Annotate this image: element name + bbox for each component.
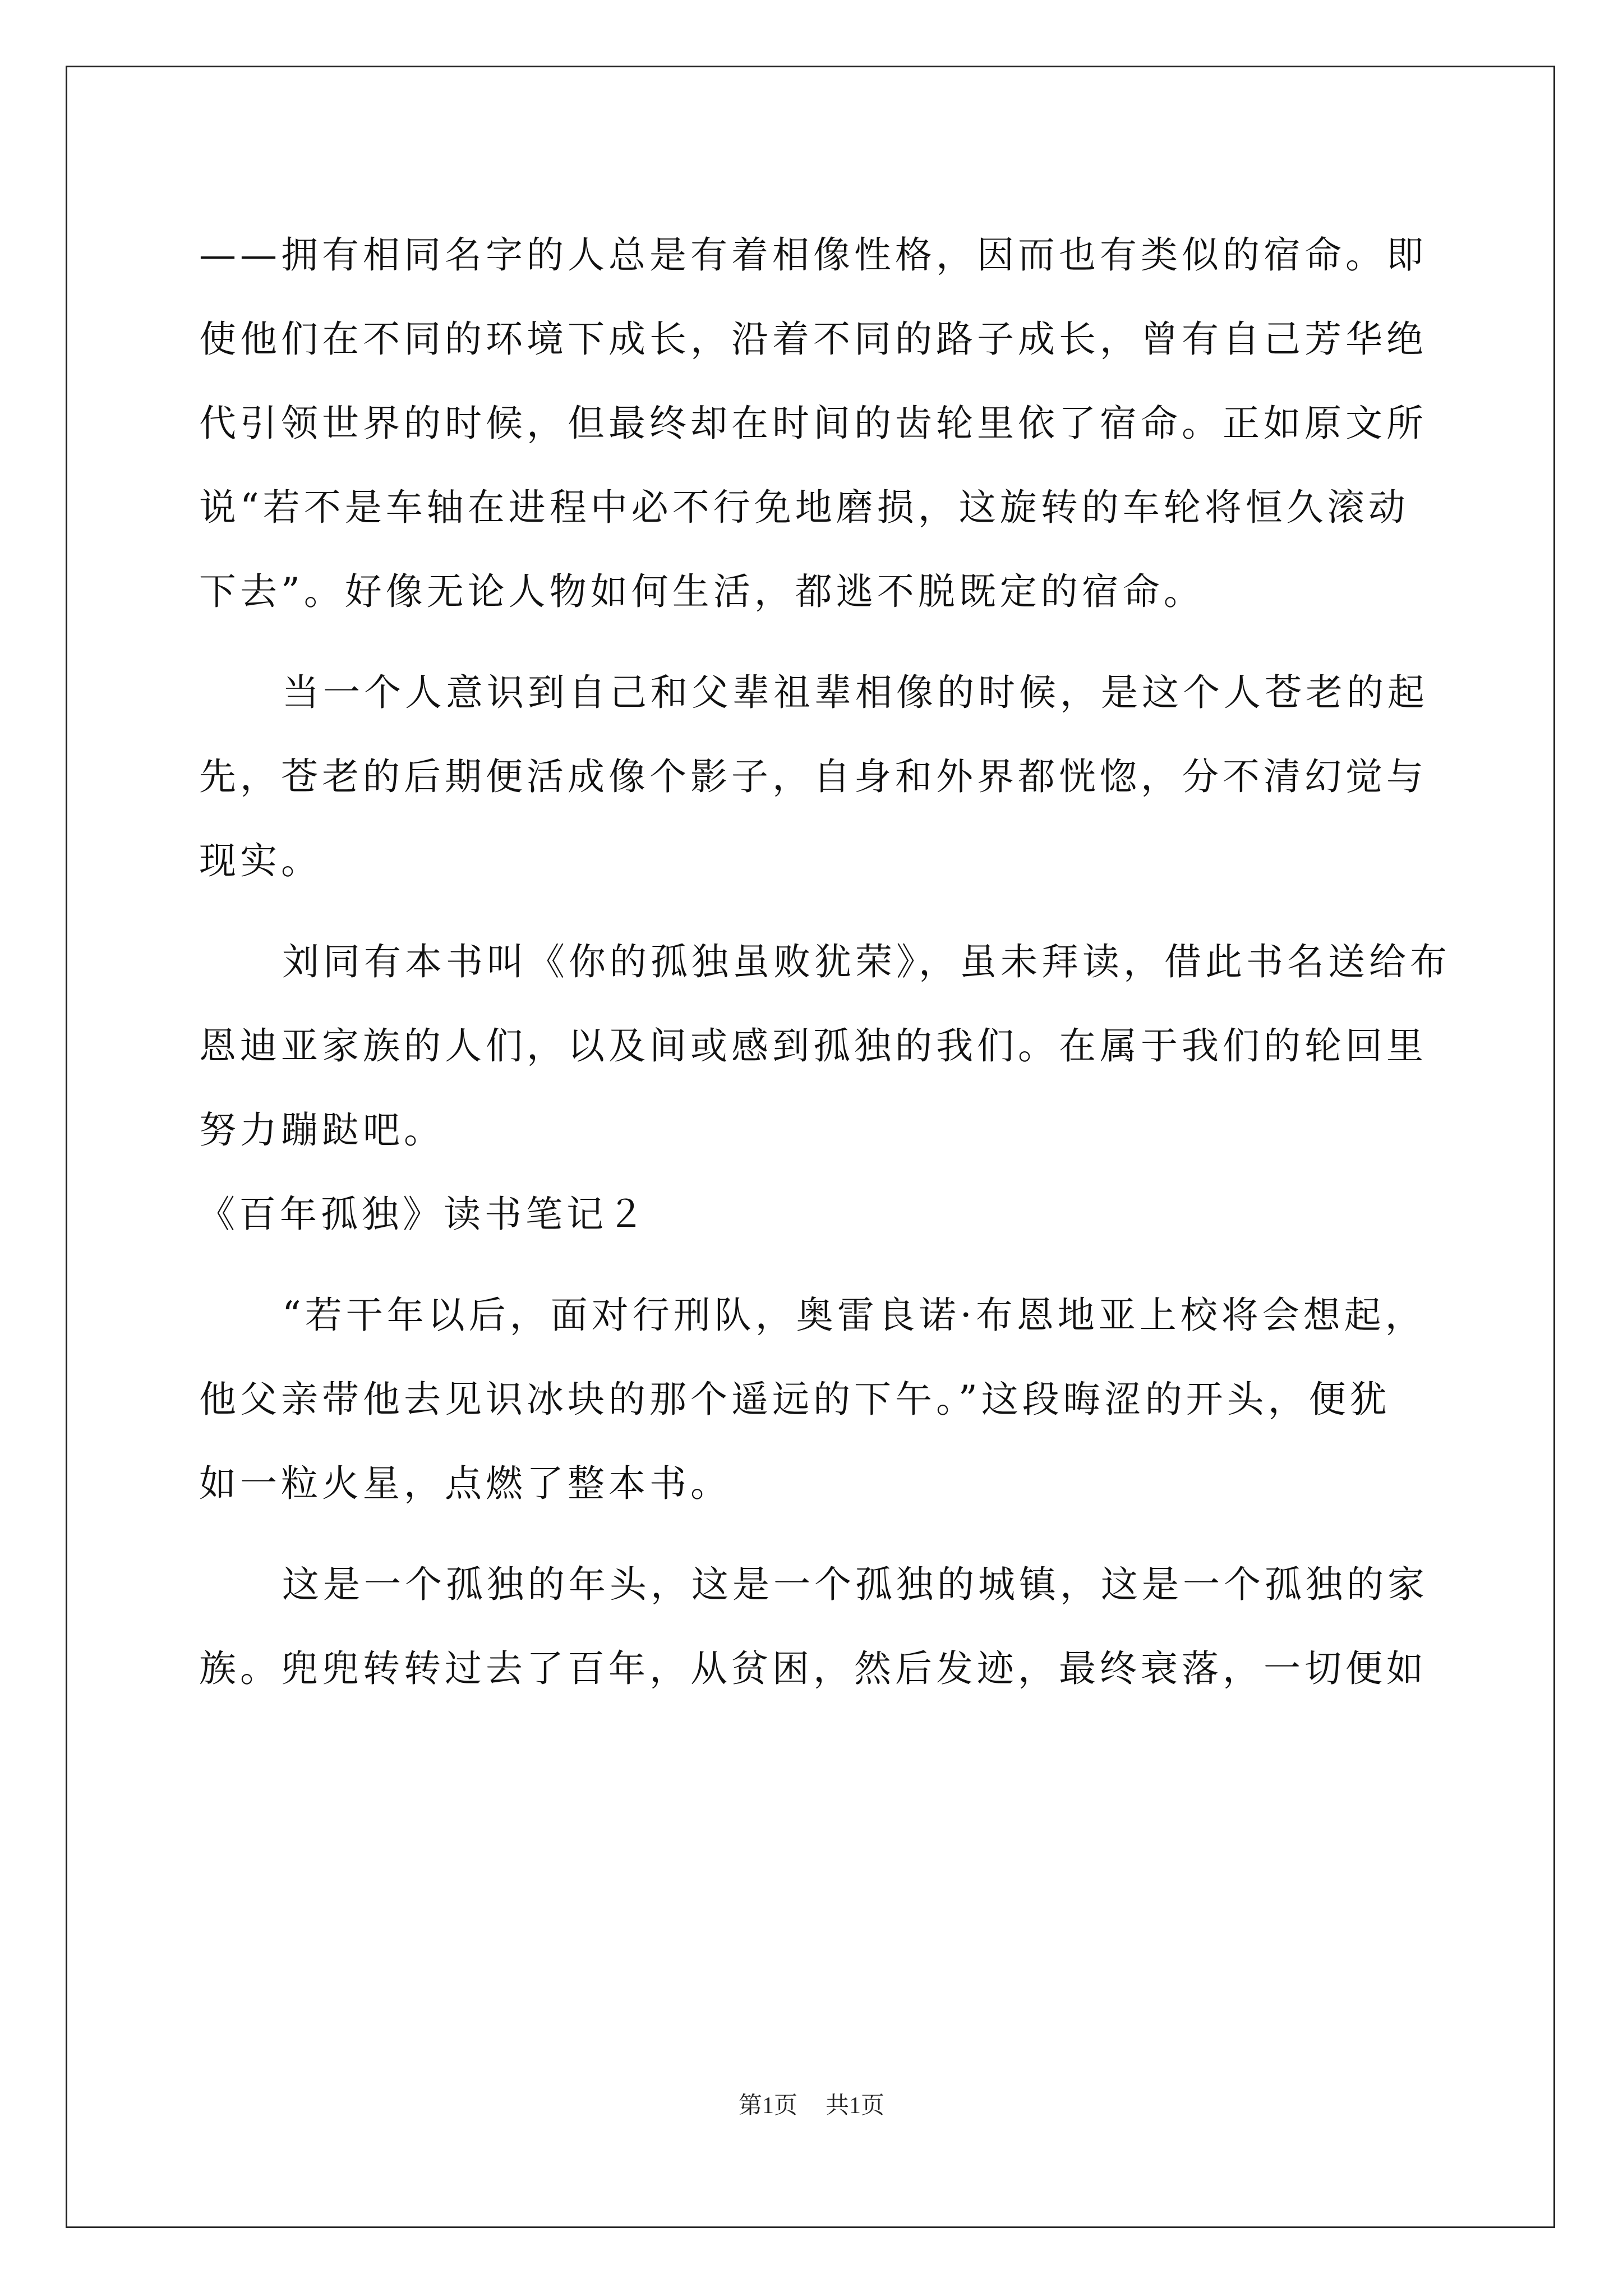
text-line: 如一粒火星，点燃了整本书。 bbox=[199, 1462, 731, 1505]
text-line: 这是一个孤独的年头，这是一个孤独的城镇，这是一个孤独的家 bbox=[282, 1563, 1428, 1606]
page-number: 第1页 bbox=[738, 2093, 797, 2119]
text-line: 下去”。好像无论人物如何生活，都逃不脱既定的宿命。 bbox=[199, 570, 1205, 613]
text-line: 当一个人意识到自己和父辈祖辈相像的时候，是这个人苍老的起 bbox=[282, 671, 1428, 714]
text-line: 使他们在不同的环境下成长，沿着不同的路子成长，曾有自己芳华绝 bbox=[199, 318, 1427, 361]
paragraph bbox=[199, 213, 1427, 634]
document-body bbox=[198, 213, 1451, 1711]
text-line: 说“若不是车轴在进程中必不行免地磨损，这旋转的车轮将恒久滚动 bbox=[199, 486, 1409, 529]
text-line: 刘同有本书叫《你的孤独虽败犹荣》，虽未拜读，借此书名送给布 bbox=[282, 940, 1451, 983]
text-line: 现实。 bbox=[199, 839, 322, 882]
page-total: 共1页 bbox=[826, 2093, 885, 2119]
text-line: 先，苍老的后期便活成像个影子，自身和外界都恍惚，分不清幻觉与 bbox=[199, 755, 1427, 798]
paragraph bbox=[199, 1273, 1424, 1526]
page-footer bbox=[0, 2087, 1623, 2120]
text-line: 恩迪亚家族的人们，以及间或感到孤独的我们。在属于我们的轮回里 bbox=[199, 1024, 1427, 1068]
paragraph bbox=[199, 920, 1451, 1172]
paragraph bbox=[199, 1543, 1428, 1711]
text-line: 他父亲带他去见识冰块的那个遥远的下午。”这段晦涩的开头，便犹 bbox=[199, 1378, 1391, 1421]
section-heading: 《百年孤独》读书笔记２ bbox=[198, 1193, 648, 1236]
text-line: 代引领世界的时候，但最终却在时间的齿轮里依了宿命。正如原文所 bbox=[199, 402, 1427, 445]
paragraph bbox=[199, 651, 1428, 903]
text-line: 努力蹦跶吧。 bbox=[199, 1108, 445, 1152]
text-line: ——拥有相同名字的人总是有着相像性格，因而也有类似的宿命。即 bbox=[199, 233, 1427, 277]
text-line: 族。兜兜转转过去了百年，从贫困，然后发迹，最终衰落，一切便如 bbox=[199, 1647, 1427, 1690]
text-line: “若干年以后，面对行刑队，奥雷良诺·布恩地亚上校将会想起， bbox=[282, 1294, 1426, 1337]
